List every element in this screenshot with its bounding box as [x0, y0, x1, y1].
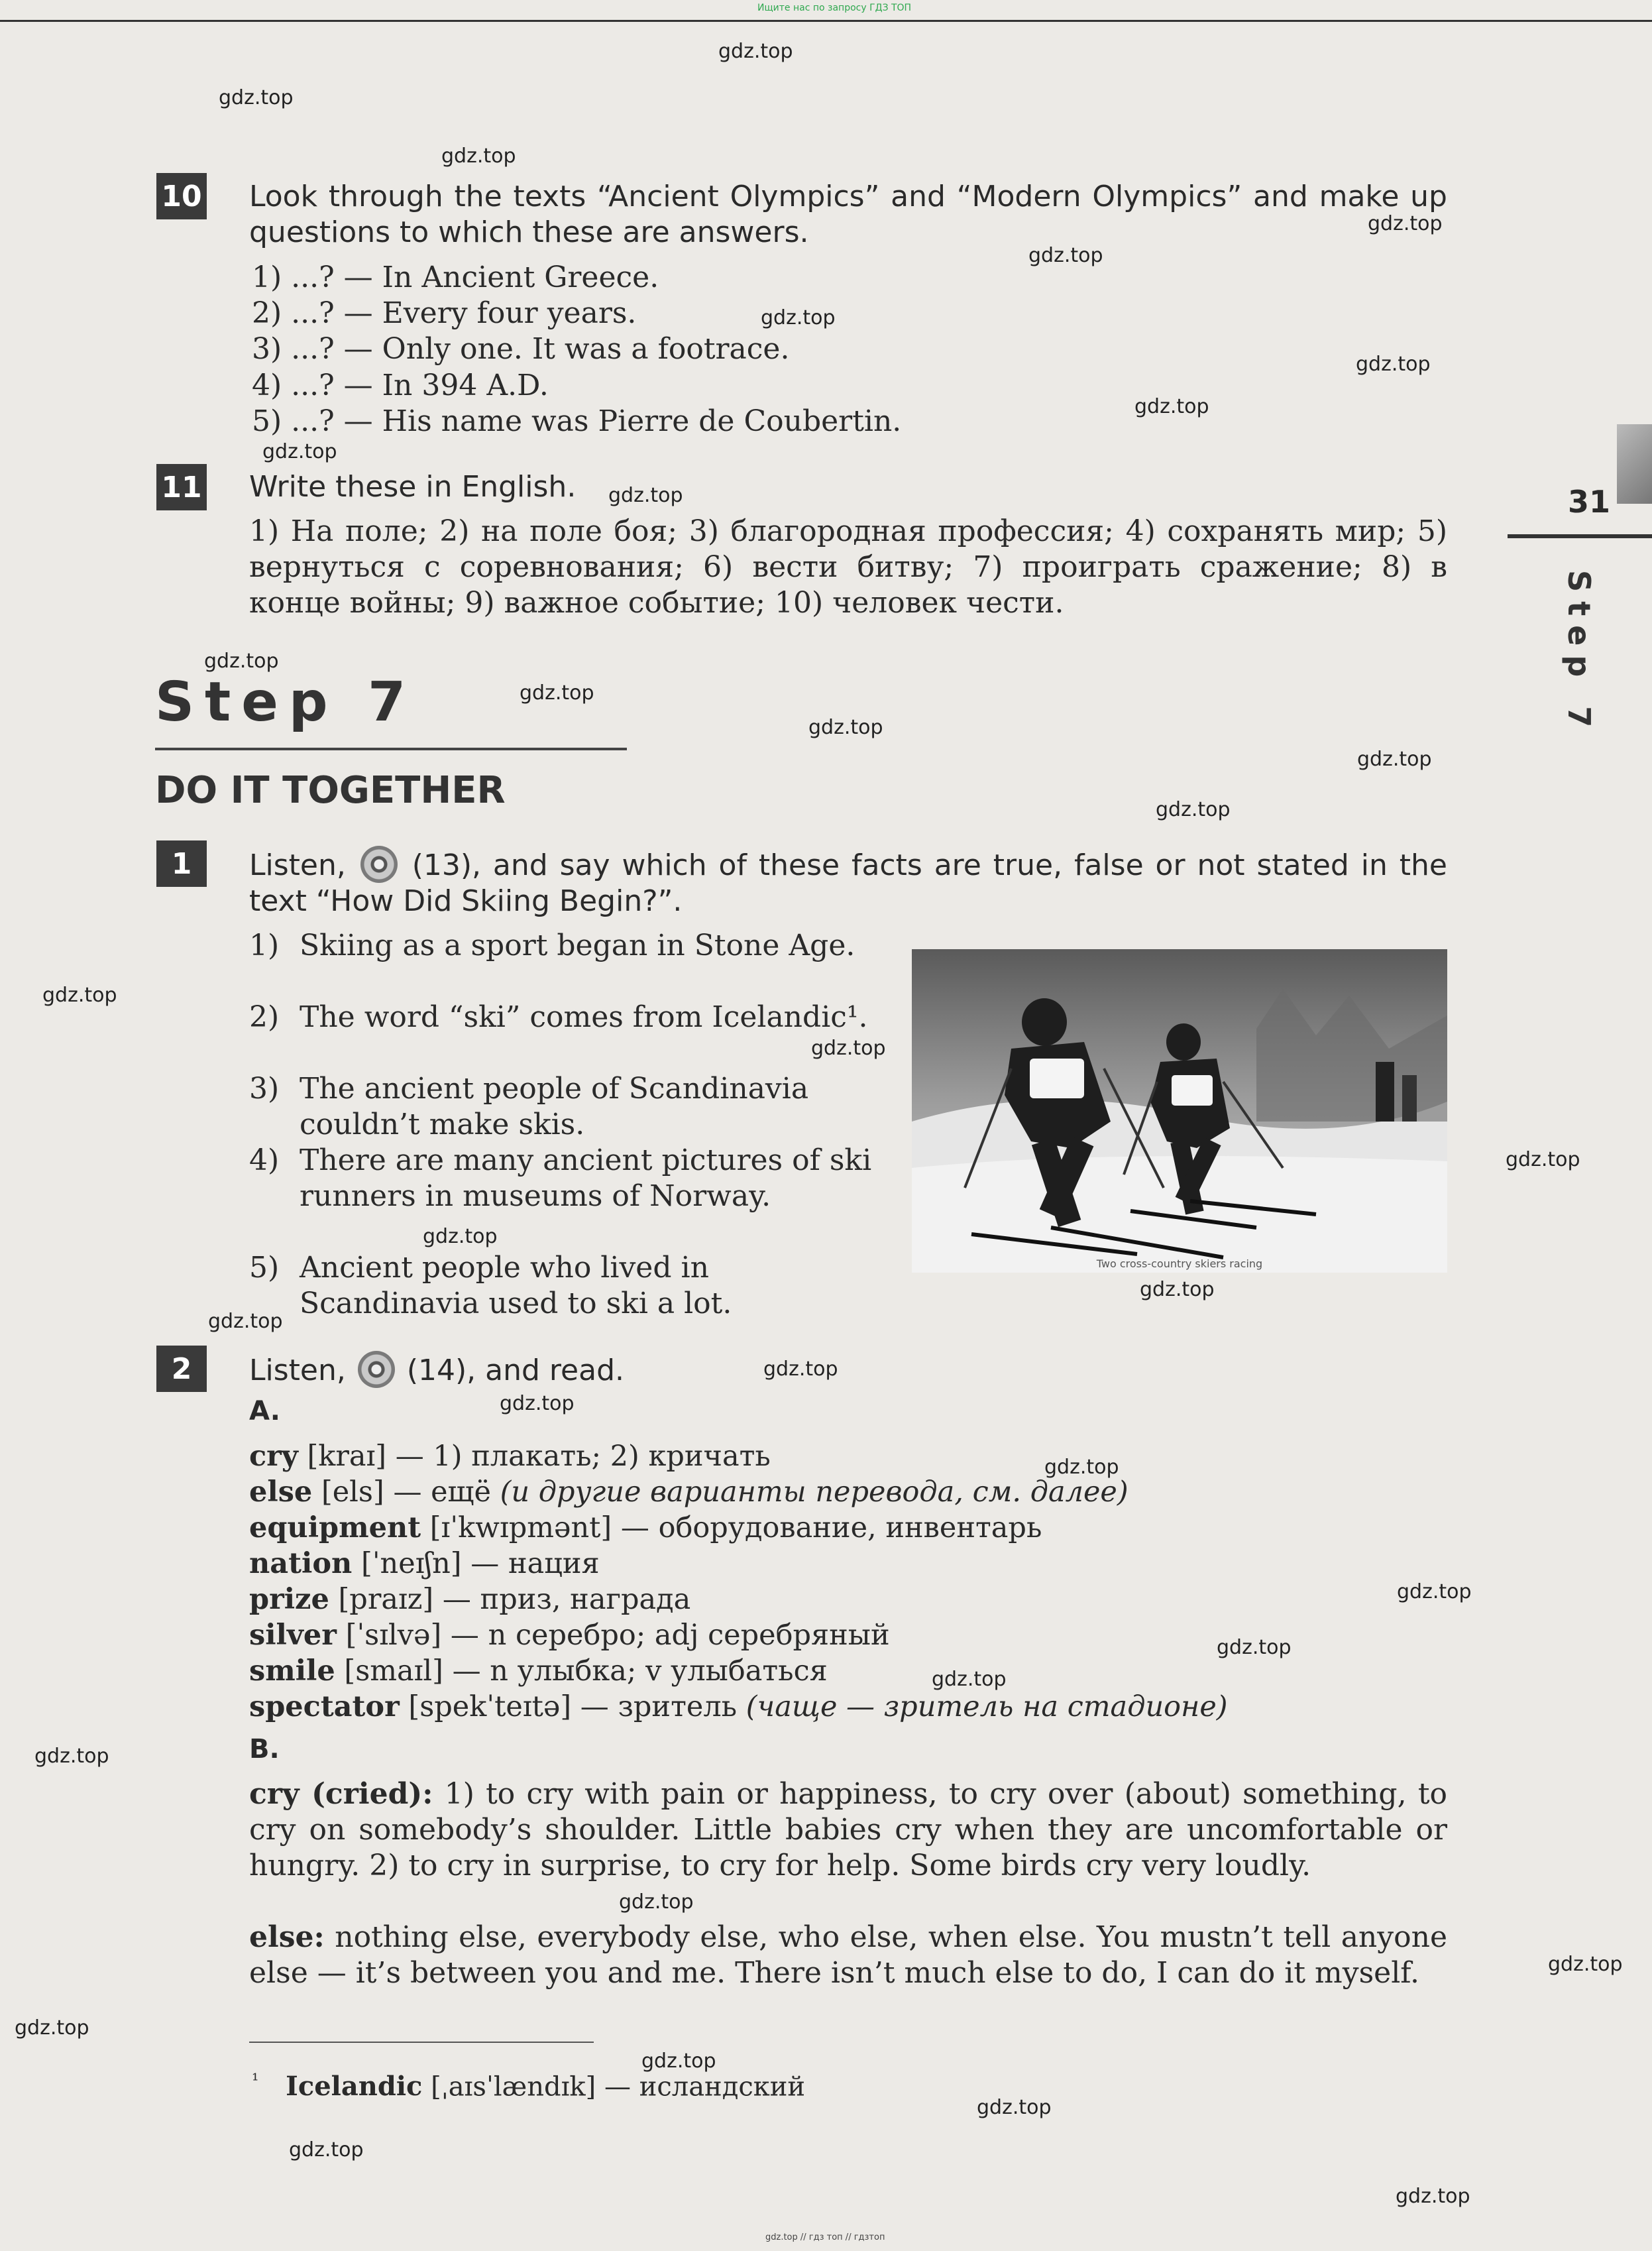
vocab-word: equipment [249, 1511, 421, 1544]
watermark: gdz.top [1217, 1636, 1292, 1659]
item-number: 3) [249, 1072, 280, 1106]
footnote-meaning: — исландский [604, 2071, 806, 2103]
watermark: gdz.top [1134, 395, 1209, 418]
exercise-1-item-2 [249, 1000, 872, 1035]
vocab-dash: — [620, 1511, 649, 1544]
watermark: gdz.top [608, 484, 683, 507]
vocab-spectator [249, 1689, 1228, 1725]
watermark: gdz.top [262, 440, 337, 463]
item-number: 5) [249, 1251, 280, 1285]
else-paragraph-text: nothing else, everybody else, who else, when else. You mustn’t tell anyone else — it’s between you and me. There isn’t much else to do, I can do it myself. [249, 1920, 1447, 1990]
vocab-meaning: серебряный [708, 1619, 890, 1652]
vocab-word: nation [249, 1547, 353, 1580]
cry-paragraph-text: 1) to cry with pain or happiness, to cry over (about) something, to cry on somebody’s shoulder. Little babies cry when they are uncomfortable or hungry. 2) to cry in surprise, to cry for help. Some birds cry very loudly. [249, 1777, 1447, 1882]
item-number: 1) [249, 929, 280, 962]
watermark: gdz.top [977, 2096, 1052, 2119]
exercise-1-instruction-end: (13), and say which of these facts are true, false or not stated in the text “How Did Skiing Begin?”. [249, 848, 1447, 918]
section-title: DO IT TOGETHER [155, 769, 506, 812]
top-note: Ищите нас по запросу ГДЗ ТОП [757, 3, 912, 13]
footnote-mark: ¹ [252, 2071, 259, 2091]
step-title-rule [155, 748, 627, 750]
vocab-silver [249, 1617, 890, 1653]
footnote-word: Icelandic [286, 2071, 423, 2103]
watermark: gdz.top [441, 144, 516, 168]
watermark: gdz.top [204, 650, 279, 673]
exercise-1-badge: 1 [156, 840, 207, 887]
vocab-word: prize [249, 1583, 329, 1616]
watermark: gdz.top [1140, 1278, 1215, 1301]
footnote [252, 2071, 805, 2102]
watermark: gdz.top [808, 716, 883, 739]
exercise-2-instruction-end: (14), and read. [406, 1354, 624, 1387]
vocab-dash: — n улыбка; v [452, 1654, 662, 1688]
exercise-11-text: 1) На поле; 2) на поле боя; 3) благородная профессия; 4) сохранять мир; 5) вернуться с соревнования; 6) вести битву; 7) проиграть сражение; 8) в конце войны; 9) важное событие; 10) человек чести. [249, 514, 1447, 620]
item-text: Ancient people who lived in Scandinavia used to ski a lot. [300, 1251, 732, 1320]
exercise-1-instruction [249, 846, 1447, 919]
part-b-label: B. [249, 1734, 280, 1764]
vocab-transcription: [kraɪ] [307, 1440, 387, 1473]
exercise-1-item-5 [249, 1250, 872, 1322]
watermark: gdz.top [1506, 1148, 1580, 1171]
watermark: gdz.top [1396, 2185, 1470, 2208]
vocab-word: smile [249, 1654, 335, 1688]
vocab-word: spectator [249, 1690, 400, 1723]
exercise-1-item-4 [249, 1143, 872, 1214]
vocab-smile [249, 1653, 828, 1689]
watermark: gdz.top [42, 984, 117, 1007]
item-text: Skiing as a sport began in Stone Age. [300, 929, 855, 962]
vocab-meaning: (чаще — зритель на стадионе) [745, 1690, 1228, 1723]
exercise-10-instruction: Look through the texts “Ancient Olympics” and “Modern Olympics” and make up questions to which these are answers. [249, 180, 1447, 249]
side-step-label: Step 7 [1561, 570, 1597, 737]
exercise-1-item-3 [249, 1071, 872, 1143]
footnote-rule [249, 2042, 594, 2043]
skiers-photo-illustration [912, 949, 1447, 1273]
vocab-nation [249, 1546, 600, 1582]
vocab-transcription: [ˈneɪʃn] [360, 1547, 462, 1580]
vocab-transcription: [praɪz] [338, 1583, 434, 1616]
exercise-10-badge: 10 [156, 173, 207, 219]
page-number: 31 [1568, 484, 1611, 520]
step-title: Step 7 [155, 671, 417, 734]
vocab-meaning: улыбаться [671, 1654, 828, 1688]
watermark: gdz.top [763, 1357, 838, 1381]
cry-paragraph-head: cry (cried): [249, 1777, 433, 1811]
watermark: gdz.top [1397, 1580, 1472, 1603]
exercise-1-item-1 [249, 928, 872, 964]
exercise-2-instruction-start: Listen, [249, 1354, 346, 1387]
vocab-prize [249, 1582, 690, 1617]
exercise-10-item-2: 2) ...? — Every four years. [252, 296, 637, 330]
vocab-dash: — [442, 1583, 471, 1616]
page-number-rule [1508, 534, 1652, 538]
vocab-transcription: [ˈsɪlvə] [345, 1619, 442, 1652]
vocab-dash: — n серебро; adj [450, 1619, 699, 1652]
watermark: gdz.top [1044, 1456, 1119, 1479]
watermark: gdz.top [1356, 353, 1431, 376]
watermark: gdz.top [34, 1745, 109, 1768]
vocab-meaning: оборудование, инвентарь [658, 1511, 1042, 1544]
watermark: gdz.top [423, 1225, 498, 1248]
item-number: 4) [249, 1143, 280, 1177]
watermark: gdz.top [641, 2049, 716, 2073]
watermark: gdz.top [289, 2138, 364, 2162]
watermark: gdz.top [1156, 798, 1231, 821]
watermark: gdz.top [1028, 244, 1103, 267]
exercise-10-item-4: 4) ...? — In 394 A.D. [252, 369, 549, 402]
vocab-word: silver [249, 1619, 337, 1652]
footnote-transcription: [ˌaɪsˈlændɪk] [431, 2071, 596, 2103]
vocab-word: else [249, 1475, 313, 1509]
top-rule [0, 20, 1652, 22]
vocab-transcription: [spekˈteɪtə] [408, 1690, 572, 1723]
watermark: gdz.top [500, 1392, 575, 1415]
vocab-meaning: приз, награда [480, 1583, 691, 1616]
exercise-10-item-5: 5) ...? — His name was Pierre de Coubertin. [252, 404, 902, 438]
watermark: gdz.top [1357, 748, 1432, 771]
watermark: gdz.top [619, 1890, 694, 1914]
watermark: gdz.top [932, 1668, 1007, 1691]
watermark: gdz.top [718, 40, 793, 63]
skiers-photo [912, 949, 1447, 1273]
exercise-10-item-1: 1) ...? — In Ancient Greece. [252, 260, 659, 294]
item-text: The word “ski” comes from Icelandic¹. [300, 1000, 868, 1034]
vocab-transcription: [els] [321, 1475, 384, 1509]
vocab-transcription: [smaɪl] [344, 1654, 443, 1688]
cry-paragraph [249, 1776, 1447, 1884]
watermark: gdz.top [520, 681, 594, 705]
item-text: There are many ancient pictures of ski runners in museums of Norway. [300, 1143, 872, 1213]
watermark: gdz.top [811, 1037, 886, 1060]
watermark: gdz.top [15, 2016, 89, 2040]
watermark: gdz.top [761, 306, 836, 329]
skiers-photo-caption: Two cross-country skiers racing [1096, 1257, 1263, 1270]
bottom-note: gdz.top // гдз топ // гдзтоп [765, 2232, 885, 2242]
exercise-10-item-3: 3) ...? — Only one. It was a footrace. [252, 332, 790, 366]
exercise-2-badge: 2 [156, 1346, 207, 1392]
vocab-equipment [249, 1510, 1042, 1546]
vocab-meaning: нация [508, 1547, 600, 1580]
item-text: The ancient people of Scandinavia couldn’t make skis. [300, 1072, 809, 1141]
vocab-dash: — зритель [580, 1690, 738, 1723]
vocab-meaning: 1) плакать; 2) кричать [433, 1440, 771, 1473]
vocab-dash: — ещё [393, 1475, 491, 1509]
item-number: 2) [249, 1000, 280, 1034]
exercise-1-instruction-start: Listen, [249, 848, 346, 882]
cd-audio-icon[interactable] [360, 846, 398, 883]
cd-audio-icon[interactable] [358, 1351, 395, 1388]
exercise-2-instruction [249, 1351, 1243, 1389]
vocab-else [249, 1474, 1129, 1510]
watermark: gdz.top [1368, 212, 1443, 235]
else-paragraph-head: else: [249, 1920, 325, 1954]
else-paragraph [249, 1920, 1447, 1991]
vocab-word: cry [249, 1440, 298, 1473]
vocab-dash: — [395, 1440, 424, 1473]
vocab-transcription: [ɪˈkwɪpmənt] [429, 1511, 612, 1544]
watermark: gdz.top [208, 1310, 283, 1333]
watermark: gdz.top [219, 86, 294, 109]
vocab-dash: — [470, 1547, 500, 1580]
part-a-label: A. [249, 1396, 280, 1426]
exercise-11-instruction: Write these in English. [249, 470, 577, 504]
exercise-11-badge: 11 [156, 464, 207, 510]
watermark: gdz.top [1548, 1953, 1623, 1976]
page-corner-fold [1617, 424, 1652, 504]
vocab-meaning: (и другие варианты перевода, см. далее) [500, 1475, 1129, 1509]
vocab-cry [249, 1438, 771, 1474]
